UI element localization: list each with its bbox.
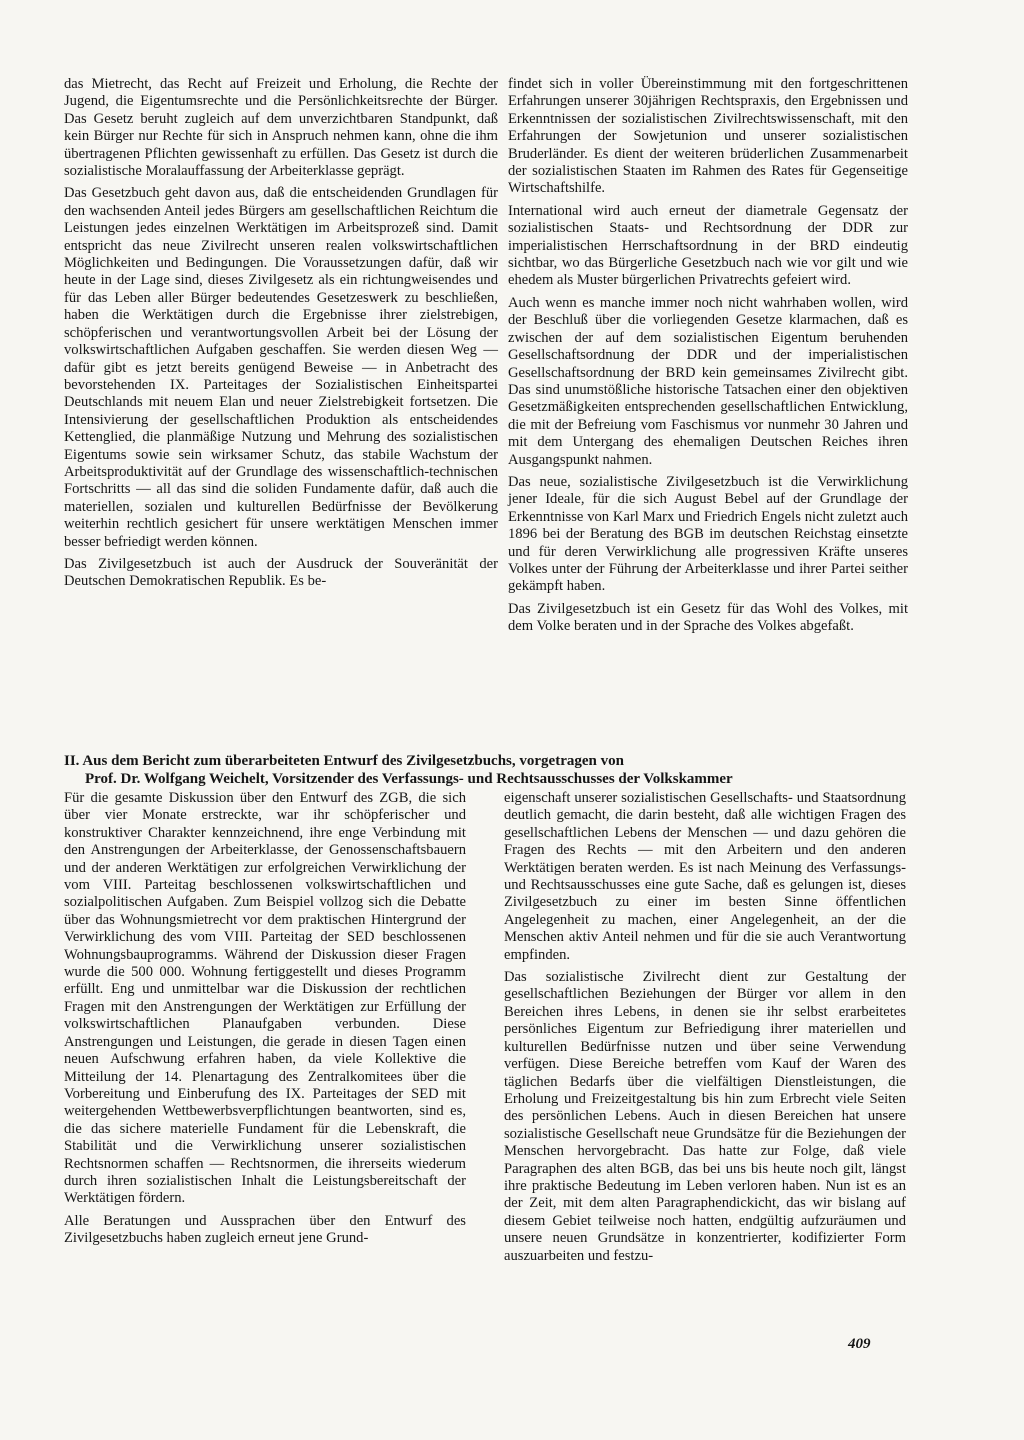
paragraph: Auch wenn es manche immer noch nicht wahrhaben wollen, wird der Beschluß über die vorliegenden Gesetze klarmachen, daß es zwischen der auf dem sozialistischen Eigentum beruhenden Gesellschaftsordnung der DDR und der imperialistischen Gesellschaftsordnung der BRD kein gemeinsames Zivilrecht gibt. Das sind unumstößliche historische Tatsachen einer den objektiven Gesetzmäßigkeiten entsprechenden gesellschaftlichen Entwicklung, die mit der Befreiung vom Faschismus vor nunmehr 30 Jahren und mit dem Untergang des ehemaligen Deutschen Reiches ihren Ausgangspunkt nahmen. [508, 294, 908, 468]
section-heading-line-2: Prof. Dr. Wolfgang Weichelt, Vorsitzender des Verfassungs- und Rechtsausschusses der Volkskammer [85, 771, 733, 787]
page-number: 409 [848, 1336, 871, 1352]
paragraph: Das Gesetzbuch geht davon aus, daß die entscheidenden Grundlagen für den wachsenden Anteil jedes Bürgers am gesellschaftlichen Reichtum die Leistungen jedes einzelnen Werktätigen im Arbeitsprozeß sind. Damit entspricht das neue Zivilrecht unseren realen volkswirtschaftlichen Möglichkeiten und Bedingungen. Die Voraussetzungen dafür, daß wir heute in der Lage sind, dieses Zivilgesetz als ein richtungweisendes und für das Leben aller Bürger bedeutendes Gesetzeswerk zu beschließen, haben die Werktätigen durch die Ergebnisse ihrer zielstrebigen, schöpferischen und verantwortungsvollen Arbeit bei der Lösung der volkswirtschaftlichen Aufgaben geschaffen. Sie werden diesen Weg — dafür gibt es jetzt bereits genügend Beweise — in Anbetracht des bevorstehenden IX. Parteitages der Sozialistischen Einheitspartei Deutschlands mit neuem Elan und neuer Zielstrebigkeit fortsetzen. Die Intensivierung der gesellschaftlichen Produktion als entscheidendes Kettenglied, die planmäßige Nutzung und Mehrung des sozialistischen Eigentums sowie sein wirksamer Schutz, das stabile Wachstum der Arbeitsproduktivität auf der Grundlage des wissenschaftlich-technischen Fortschritts — all das sind die soliden Fundamente dafür, daß auch die materiellen, sozialen und kulturellen Bedürfnisse der Bevölkerung weiterhin rechtlich gesichert für unsere werktätigen Menschen immer besser befriedigt werden können. [64, 185, 498, 550]
paragraph: Das Zivilgesetzbuch ist auch der Ausdruck der Souveränität der Deutschen Demokratischen Republik. Es be- [64, 555, 498, 590]
paragraph: Das neue, sozialistische Zivilgesetzbuch ist die Verwirklichung jener Ideale, für die sich August Bebel auf der Grundlage der Erkenntnisse von Karl Marx und Friedrich Engels nicht zuletzt auch 1896 bei der Beratung des BGB im deutschen Reichstag einsetzte und für deren Verwirklichung alle progressiven Kräfte unseres Volkes unter der Führung der Arbeiterklasse und ihrer Partei seither gekämpft haben. [508, 473, 908, 595]
paragraph: Das Zivilgesetzbuch ist ein Gesetz für das Wohl des Volkes, mit dem Volke beraten und in der Sprache des Volkes abgefaßt. [508, 600, 908, 635]
paragraph: eigenschaft unserer sozialistischen Gesellschafts- und Staatsordnung deutlich gemacht, die darin besteht, daß alle wichtigen Fragen des gesellschaftlichen Lebens der Menschen — und dazu gehören die Fragen des Rechts — mit den Arbeitern und den anderen Werktätigen beraten werden. Es ist nach Meinung des Verfassungs- und Rechtsausschusses eine gute Sache, daß es gelungen ist, dieses Zivilgesetzbuch zu einer im besten Sinne öffentlichen Angelegenheit zu machen, einer Angelegenheit, an der die Menschen aktiv Anteil nehmen und für die sie auch Verantwortung empfinden. [504, 790, 906, 963]
section-heading-line-1: II. Aus dem Bericht zum überarbeiteten Entwurf des Zivilgesetzbuchs, vorgetragen von [64, 753, 624, 769]
paragraph: International wird auch erneut der diametrale Gegensatz der sozialistischen Staats- und Rechtsordnung der DDR zur imperialistischen Herrschaftsordnung in der BRD eindeutig sichtbar, wo das Bürgerliche Gesetzbuch nach wie vor gilt und wie ehedem als Muster bürgerlichen Privatrechts gefeiert wird. [508, 202, 908, 289]
section-heading [64, 752, 894, 788]
paragraph: findet sich in voller Übereinstimmung mit den fortgeschrittenen Erfahrungen unserer 30jährigen Rechtspraxis, den Ergebnissen und Erkenntnissen der sozialistischen Zivilrechtswissenschaft, mit den Erfahrungen der Sowjetunion und unserer sozialistischen Bruderländer. Es dient der weiteren brüderlichen Zusammenarbeit der sozialistischen Staaten im Rahmen des Rates für Gegenseitige Wirtschaftshilfe. [508, 76, 908, 197]
text-column-3 [64, 790, 466, 1253]
paragraph: Das sozialistische Zivilrecht dient zur Gestaltung der gesellschaftlichen Beziehungen der Bürger vor allem in den Bereichen ihres Lebens, in denen sie ihr selbst erarbeitetes persönliches Eigentum zur Befriedigung ihrer materiellen und kulturellen Bedürfnisse nutzen und über seine Verwendung verfügen. Diese Bereiche betreffen vom Kauf der Waren des täglichen Bedarfs über die vielfältigen Dienstleistungen, die Erholung und Freizeitgestaltung bis hin zum Erbrecht viele Seiten des persönlichen Lebens. Auch in diesen Bereichen hat unsere sozialistische Gesellschaft neue Grundsätze für die Beziehungen der Menschen hervorgebracht. Das hatte zur Folge, daß viele Paragraphen des alten BGB, das bei uns bis heute noch gilt, längst ihre praktische Bedeutung im Leben verloren haben. Nun ist es an der Zeit, mit dem alten Paragraphendickicht, das wir bislang auf diesem Gebiet teilweise noch hatten, endgültig aufzuräumen und unsere neuen Grundsätze in konzentrierter, kodifizierter Form auszuarbeiten und festzu- [504, 969, 906, 1264]
text-column-2 [508, 76, 908, 641]
text-column-1 [64, 76, 498, 596]
paragraph: Für die gesamte Diskussion über den Entwurf des ZGB, die sich über vier Monate erstreckte, war ihr schöpferischer und konstruktiver Charakter kennzeichnend, ihre enge Verbindung mit den Anstrengungen der Arbeiterklasse, der Genossenschaftsbauern und der anderen Werktätigen zur erfolgreichen Verwirklichung der vom VIII. Parteitag beschlossenen volkswirtschaftlichen und sozialpolitischen Aufgaben. Zum Beispiel vollzog sich die Debatte über das Wohnungsmietrecht vor dem praktischen Hintergrund der Verwirklichung des vom VIII. Parteitag der SED beschlossenen Wohnungsbauprogramms. Während der Diskussion dieser Fragen wurde die 500 000. Wohnung fertiggestellt und dieses Programm erfüllt. Eng und unmittelbar war die Diskussion der rechtlichen Fragen mit den Anstrengungen der Werktätigen zur Erfüllung der volkswirtschaftlichen Planaufgaben verbunden. Diese Anstrengungen und Leistungen, die gerade in diesen Tagen einen neuen Aufschwung erfahren haben, da viele Kollektive die Mitteilung der 14. Plenartagung des Zentralkomitees über die Vorbereitung und Einberufung des IX. Parteitages der SED mit weitergehenden Wettbewerbsverpflichtungen beantworten, sind es, die das sichere materielle Fundament für die Lebenskraft, die Stabilität und die Verwirklichung unserer sozialistischen Rechtsnormen schaffen — Rechtsnormen, die ihrerseits wiederum durch ihren sozialistischen Inhalt die Leistungsbereitschaft der Werktätigen fördern. [64, 790, 466, 1207]
text-column-4 [504, 790, 906, 1270]
paragraph: das Mietrecht, das Recht auf Freizeit und Erholung, die Rechte der Jugend, die Eigentumsrechte und die Persönlichkeitsrechte der Bürger. Das Gesetz beruht zugleich auf dem unverzichtbaren Standpunkt, daß kein Bürger nur Rechte für sich in Anspruch nehmen kann, ohne die ihm übertragenen Pflichten gewissenhaft zu erfüllen. Das Gesetz ist durch die sozialistische Moralauffassung der Arbeiterklasse geprägt. [64, 76, 498, 180]
paragraph: Alle Beratungen und Aussprachen über den Entwurf des Zivilgesetzbuchs haben zugleich erneut jene Grund- [64, 1212, 466, 1247]
